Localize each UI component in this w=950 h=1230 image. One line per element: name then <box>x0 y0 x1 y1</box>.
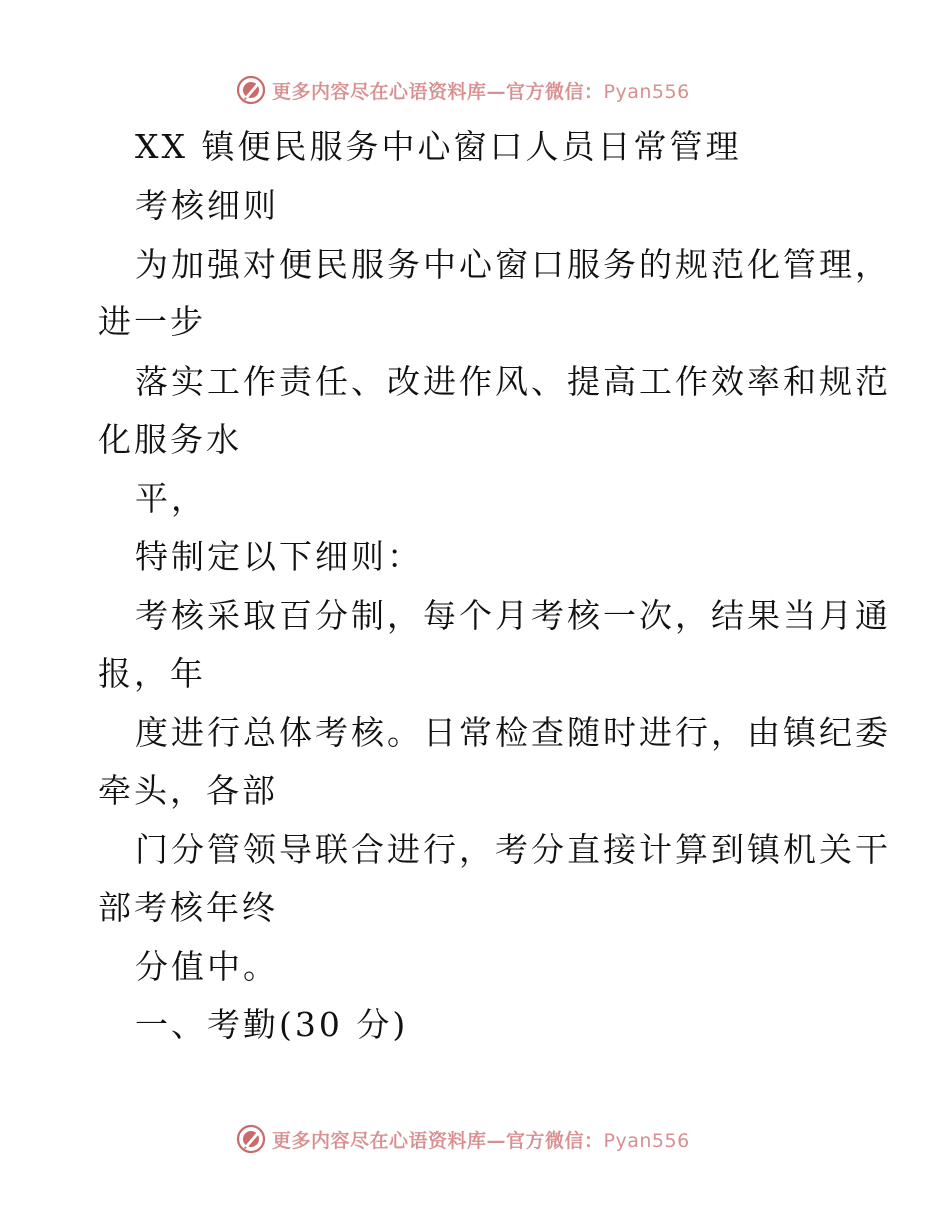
watermark-text-cn: 更多内容尽在心语资料库—官方微信： <box>272 80 604 103</box>
doc-text-line: 部考核年终 <box>98 888 278 927</box>
doc-text-line: 进一步 <box>98 302 206 341</box>
watermark-top <box>236 73 690 107</box>
doc-text-line: 报，年 <box>98 654 206 693</box>
doc-text-line: 化服务水 <box>98 420 242 459</box>
doc-text-line: 度进行总体考核。日常检查随时进行，由镇纪委 <box>135 713 891 752</box>
pen-seal-icon <box>236 1124 266 1154</box>
doc-text-line: 门分管领导联合进行，考分直接计算到镇机关干 <box>135 830 891 869</box>
doc-text-line: 特制定以下细则： <box>135 537 423 576</box>
pen-seal-icon <box>236 75 266 105</box>
doc-text-line: 平， <box>135 479 207 518</box>
doc-text-line: 为加强对便民服务中心窗口服务的规范化管理， <box>135 245 891 284</box>
watermark-text-en: Pyan556 <box>603 1129 690 1152</box>
doc-text-line: 分值中。 <box>135 947 279 986</box>
doc-section-heading: 一、考勤(30 分) <box>135 1005 409 1044</box>
doc-text-line: 牵头，各部 <box>98 771 278 810</box>
doc-text-line: 落实工作责任、改进作风、提高工作效率和规范 <box>135 362 891 401</box>
watermark-bottom <box>236 1122 690 1156</box>
watermark-text-cn: 更多内容尽在心语资料库—官方微信： <box>272 1129 604 1152</box>
doc-text-line: 考核采取百分制，每个月考核一次，结果当月通 <box>135 596 891 635</box>
doc-title-line-2: 考核细则 <box>135 186 279 225</box>
watermark-text-en: Pyan556 <box>603 80 690 103</box>
doc-title-line-1: XX 镇便民服务中心窗口人员日常管理 <box>135 127 742 166</box>
